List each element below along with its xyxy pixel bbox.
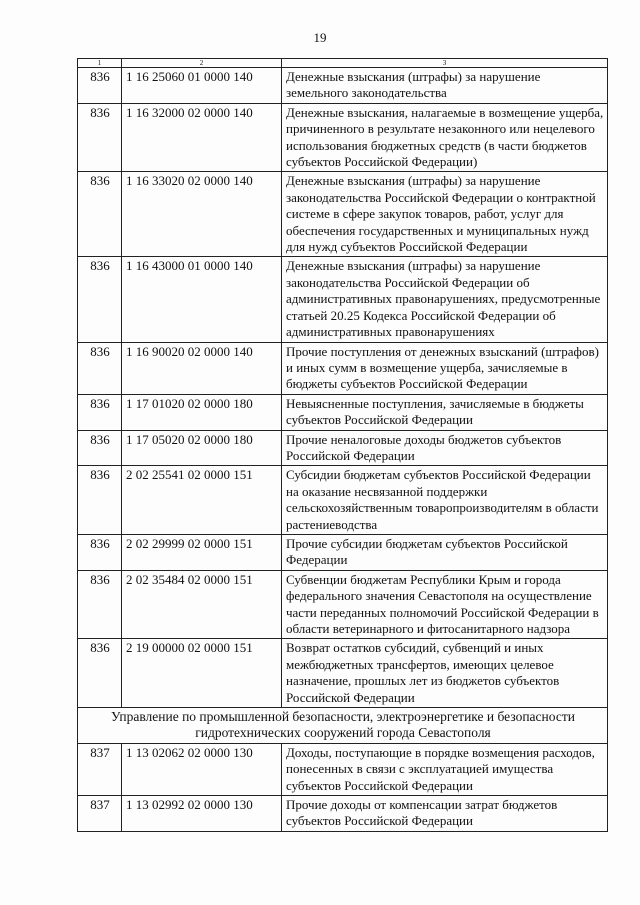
revenue-name-cell: Денежные взыскания (штрафы) за нарушение законодательства Российской Федерации о контрактной системе в сфере закупок товаров, работ, услуг для обеспечения государственных и муниципальных нужд для нужд субъектов Российской Федерации (282, 172, 608, 257)
admin-code-cell: 836 (78, 466, 122, 535)
table-row (78, 172, 608, 257)
table-row (78, 534, 608, 570)
revenue-name-cell: Денежные взыскания (штрафы) за нарушение земельного законодательства (282, 68, 608, 104)
budget-classification-code-cell: 2 02 29999 02 0000 151 (122, 534, 282, 570)
admin-code-cell: 837 (78, 743, 122, 795)
admin-code-cell: 836 (78, 394, 122, 430)
revenue-name-cell: Прочие поступления от денежных взысканий (штрафов) и иных сумм в возмещение ущерба, зачисляемые в бюджеты субъектов Российской Федерации (282, 342, 608, 394)
table-row (78, 796, 608, 832)
revenue-name-cell: Прочие субсидии бюджетам субъектов Российской Федерации (282, 534, 608, 570)
revenue-name-cell: Денежные взыскания, налагаемые в возмещение ущерба, причиненного в результате незаконного или нецелевого использования бюджетных средств (в части бюджетов субъектов Российской Федерации) (282, 103, 608, 172)
admin-code-cell: 836 (78, 430, 122, 466)
column-number-2: 2 (122, 59, 282, 68)
budget-classification-code-cell: 2 02 35484 02 0000 151 (122, 570, 282, 639)
table-row (78, 743, 608, 795)
section-title: Управление по промышленной безопасности, электроэнергетике и безопасности гидротехнических сооружений города Севастополя (78, 708, 608, 744)
revenue-name-cell: Невыясненные поступления, зачисляемые в бюджеты субъектов Российской Федерации (282, 394, 608, 430)
budget-classification-code-cell: 1 16 25060 01 0000 140 (122, 68, 282, 104)
admin-code-cell: 836 (78, 68, 122, 104)
admin-code-cell: 836 (78, 172, 122, 257)
column-number-3: 3 (282, 59, 608, 68)
budget-classification-code-cell: 1 13 02062 02 0000 130 (122, 743, 282, 795)
budget-classification-code-cell: 1 17 01020 02 0000 180 (122, 394, 282, 430)
revenue-code-table (77, 58, 608, 832)
table-row (78, 342, 608, 394)
column-number-row (78, 59, 608, 68)
budget-classification-code-cell: 1 16 90020 02 0000 140 (122, 342, 282, 394)
budget-classification-code-cell: 1 16 33020 02 0000 140 (122, 172, 282, 257)
revenue-name-cell: Возврат остатков субсидий, субвенций и иных межбюджетных трансфертов, имеющих целевое назначение, прошлых лет из бюджетов субъектов Российской Федерации (282, 639, 608, 708)
revenue-name-cell: Субвенции бюджетам Республики Крым и города федерального значения Севастополя на осуществление части переданных полномочий Российской Федерации в области ветеринарного и фитосанитарного надзора (282, 570, 608, 639)
admin-code-cell: 836 (78, 534, 122, 570)
revenue-name-cell: Денежные взыскания (штрафы) за нарушение законодательства Российской Федерации об административных правонарушениях, предусмотренные статьей 20.25 Кодекса Российской Федерации об административных правонарушениях (282, 257, 608, 342)
budget-classification-code-cell: 1 16 43000 01 0000 140 (122, 257, 282, 342)
admin-code-cell: 836 (78, 342, 122, 394)
page-number: 19 (313, 30, 327, 45)
table-row (78, 570, 608, 639)
table-row (78, 68, 608, 104)
revenue-name-cell: Субсидии бюджетам субъектов Российской Федерации на оказание несвязанной поддержки сельскохозяйственным товаропроизводителям в области растениеводства (282, 466, 608, 535)
budget-classification-code-cell: 1 17 05020 02 0000 180 (122, 430, 282, 466)
table-body-836 (78, 68, 608, 708)
admin-code-cell: 837 (78, 796, 122, 832)
section-header-row (78, 708, 608, 744)
revenue-name-cell: Доходы, поступающие в порядке возмещения расходов, понесенных в связи с эксплуатацией имущества субъектов Российской Федерации (282, 743, 608, 795)
column-number-1: 1 (78, 59, 122, 68)
budget-classification-code-cell: 1 13 02992 02 0000 130 (122, 796, 282, 832)
budget-classification-code-cell: 1 16 32000 02 0000 140 (122, 103, 282, 172)
revenue-name-cell: Прочие доходы от компенсации затрат бюджетов субъектов Российской Федерации (282, 796, 608, 832)
table-row (78, 639, 608, 708)
admin-code-cell: 836 (78, 103, 122, 172)
table-row (78, 257, 608, 342)
table-row (78, 394, 608, 430)
table-row (78, 466, 608, 535)
admin-code-cell: 836 (78, 570, 122, 639)
table-row (78, 103, 608, 172)
budget-classification-code-cell: 2 19 00000 02 0000 151 (122, 639, 282, 708)
table-row (78, 430, 608, 466)
revenue-name-cell: Прочие неналоговые доходы бюджетов субъектов Российской Федерации (282, 430, 608, 466)
admin-code-cell: 836 (78, 257, 122, 342)
table-body-837 (78, 743, 608, 831)
budget-classification-code-cell: 2 02 25541 02 0000 151 (122, 466, 282, 535)
admin-code-cell: 836 (78, 639, 122, 708)
